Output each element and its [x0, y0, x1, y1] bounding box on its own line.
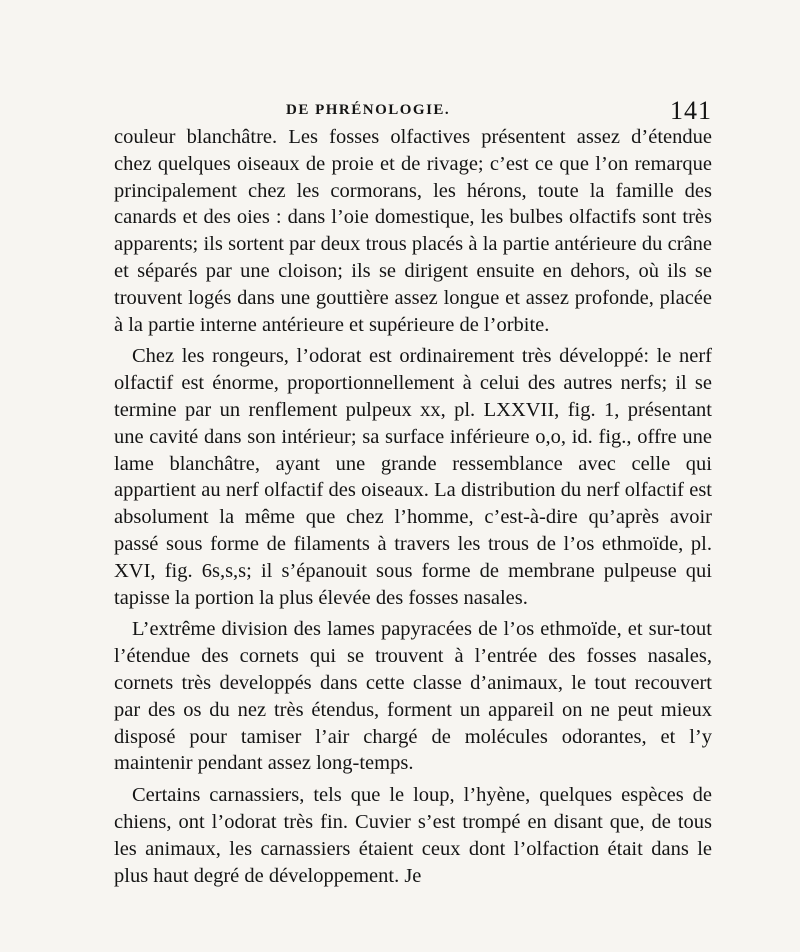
page-number: 141	[670, 96, 712, 125]
running-title: DE PHRÉNOLOGIE.	[286, 102, 451, 118]
page-header	[114, 96, 712, 126]
paragraph-2: Chez les rongeurs, l’odorat est ordinairement très développé: le nerf olfactif est énorme, proportionnellement à celui des autres nerfs; il se termine par un renflement pulpeux xx, pl. LXXVII, fig. 1, présentant une cavité dans son intérieur; sa surface inférieure o,o, id. fig., offre une lame blanchâtre, ayant une grande ressemblance avec celle qui appartient au nerf olfactif des oiseaux. La distribution du nerf olfactif est absolument la même que chez l’homme, c’est-à-dire qu’après avoir passé sous forme de filaments à travers les trous de l’os ethmoïde, pl. XVI, fig. 6s,s,s; il s’épanouit sous forme de membrane pulpeuse qui tapisse la portion la plus élevée des fosses nasales.	[114, 345, 712, 609]
paragraph-4: Certains carnassiers, tels que le loup, l’hyène, quelques espèces de chiens, ont l’odorat très fin. Cuvier s’est trompé en disant que, de tous les animaux, les carnassiers étaient ceux dont l’olfaction était dans le plus haut degré de développement. Je	[114, 784, 712, 887]
body-text	[114, 124, 712, 894]
paragraph-3: L’extrême division des lames papyracées de l’os ethmoïde, et sur-tout l’étendue des cornets qui se trouvent à l’entrée des fosses nasales, cornets très developpés dans cette classe d’animaux, le tout recouvert par des os du nez très étendus, forment un appareil on ne peut mieux disposé pour tamiser l’air chargé de molécules odorantes, et l’y maintenir pendant assez long-temps.	[114, 618, 712, 775]
paragraph-1: couleur blanchâtre. Les fosses olfactives présentent assez d’étendue chez quelques oiseaux de proie et de rivage; c’est ce que l’on remarque principalement chez les cormorans, les hérons, toute la famille des canards et des oies : dans l’oie domestique, les bulbes olfactifs sont très apparents; ils sortent par deux trous placés à la partie antérieure du crâne et séparés par une cloison; ils se dirigent ensuite en dehors, où ils se trouvent logés dans une gouttière assez longue et assez profonde, placée à la partie interne antérieure et supérieure de l’orbite.	[114, 126, 712, 336]
